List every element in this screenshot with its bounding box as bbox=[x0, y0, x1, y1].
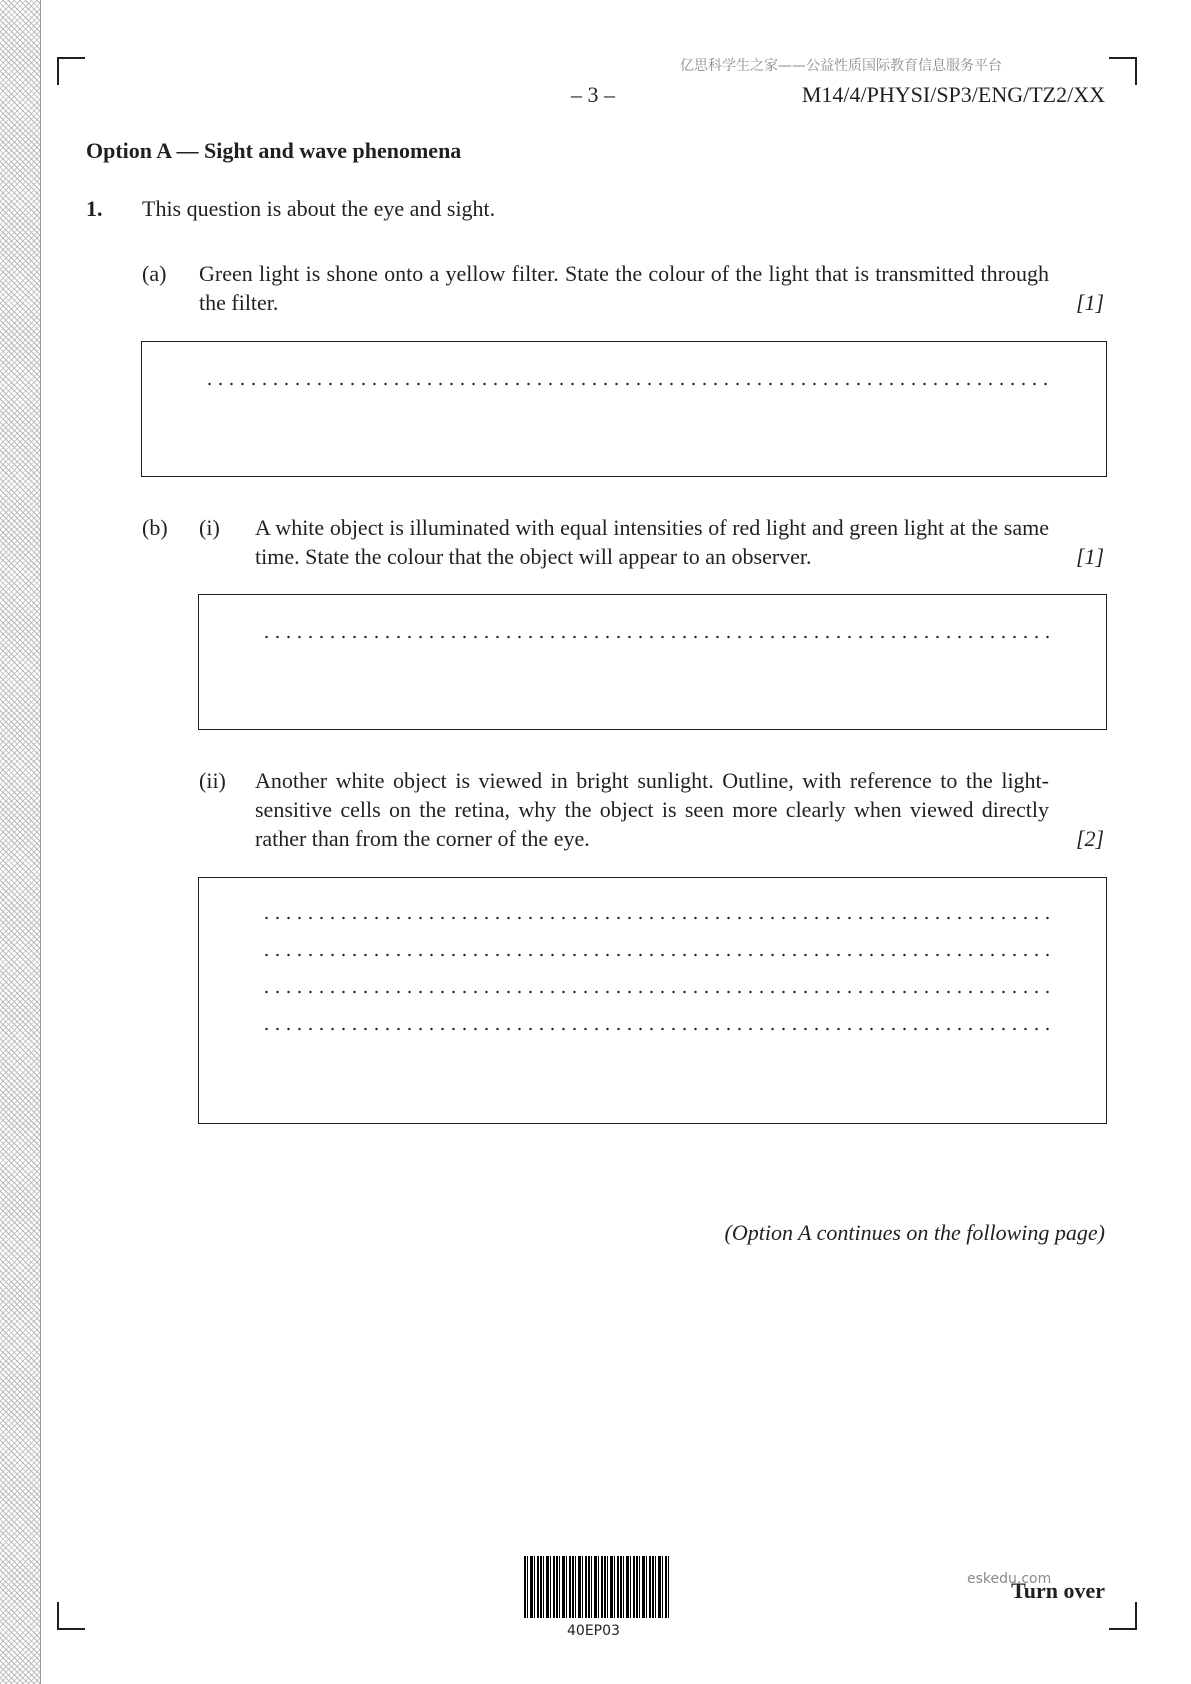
part-b-ii-label: (ii) bbox=[199, 768, 226, 793]
part-b-label: (b) bbox=[142, 515, 168, 540]
answer-line[interactable] bbox=[261, 913, 1050, 923]
barcode bbox=[524, 1556, 669, 1618]
part-a-text: Green light is shone onto a yellow filter. State the colour of the light that is transmitted through the filter. bbox=[199, 261, 1049, 315]
continues-note: (Option A continues on the following page) bbox=[724, 1220, 1105, 1245]
part-b-i-text: A white object is illuminated with equal intensities of red light and green light at the same time. State the colour that the object will appear to an observer. bbox=[255, 515, 1049, 569]
question-stem: This question is about the eye and sight. bbox=[142, 196, 496, 221]
part-b-i-marks: [1] bbox=[1076, 544, 1105, 569]
answer-box-b-i[interactable] bbox=[198, 594, 1107, 730]
paper-code: M14/4/PHYSI/SP3/ENG/TZ2/XX bbox=[801, 82, 1105, 107]
header-watermark: 亿思科学生之家——公益性质国际教育信息服务平台 bbox=[680, 58, 1002, 74]
part-b-i-label: (i) bbox=[199, 515, 220, 540]
turn-over: Turn over bbox=[1011, 1578, 1105, 1603]
crop-mark-bottom-right bbox=[1109, 1602, 1137, 1630]
answer-line[interactable] bbox=[204, 379, 1050, 389]
answer-box-b-ii[interactable] bbox=[198, 877, 1107, 1124]
answer-line[interactable] bbox=[261, 1024, 1050, 1034]
answer-line[interactable] bbox=[261, 632, 1050, 642]
barcode-label: 40EP03 bbox=[567, 1623, 620, 1639]
part-b-ii-text: Another white object is viewed in bright sunlight. Outline, with reference to the light-sensitive cells on the retina, why the object is seen more clearly when viewed directly rather than from the corner of the eye. bbox=[255, 768, 1049, 851]
page-number: – 3 – bbox=[571, 82, 615, 107]
answer-line[interactable] bbox=[261, 950, 1050, 960]
section-title: Option A — Sight and wave phenomena bbox=[86, 138, 462, 163]
binding-margin-hatch bbox=[0, 0, 41, 1684]
answer-line[interactable] bbox=[261, 987, 1050, 997]
site-watermark: eskedu.com bbox=[967, 1571, 1052, 1587]
part-a-marks: [1] bbox=[1076, 290, 1105, 315]
question-number: 1. bbox=[86, 196, 103, 221]
crop-mark-bottom-left bbox=[57, 1602, 85, 1630]
answer-box-a[interactable] bbox=[141, 341, 1107, 477]
crop-mark-top-right bbox=[1109, 57, 1137, 85]
part-b-ii-marks: [2] bbox=[1076, 826, 1105, 851]
part-a-label: (a) bbox=[142, 261, 167, 286]
crop-mark-top-left bbox=[57, 57, 85, 85]
